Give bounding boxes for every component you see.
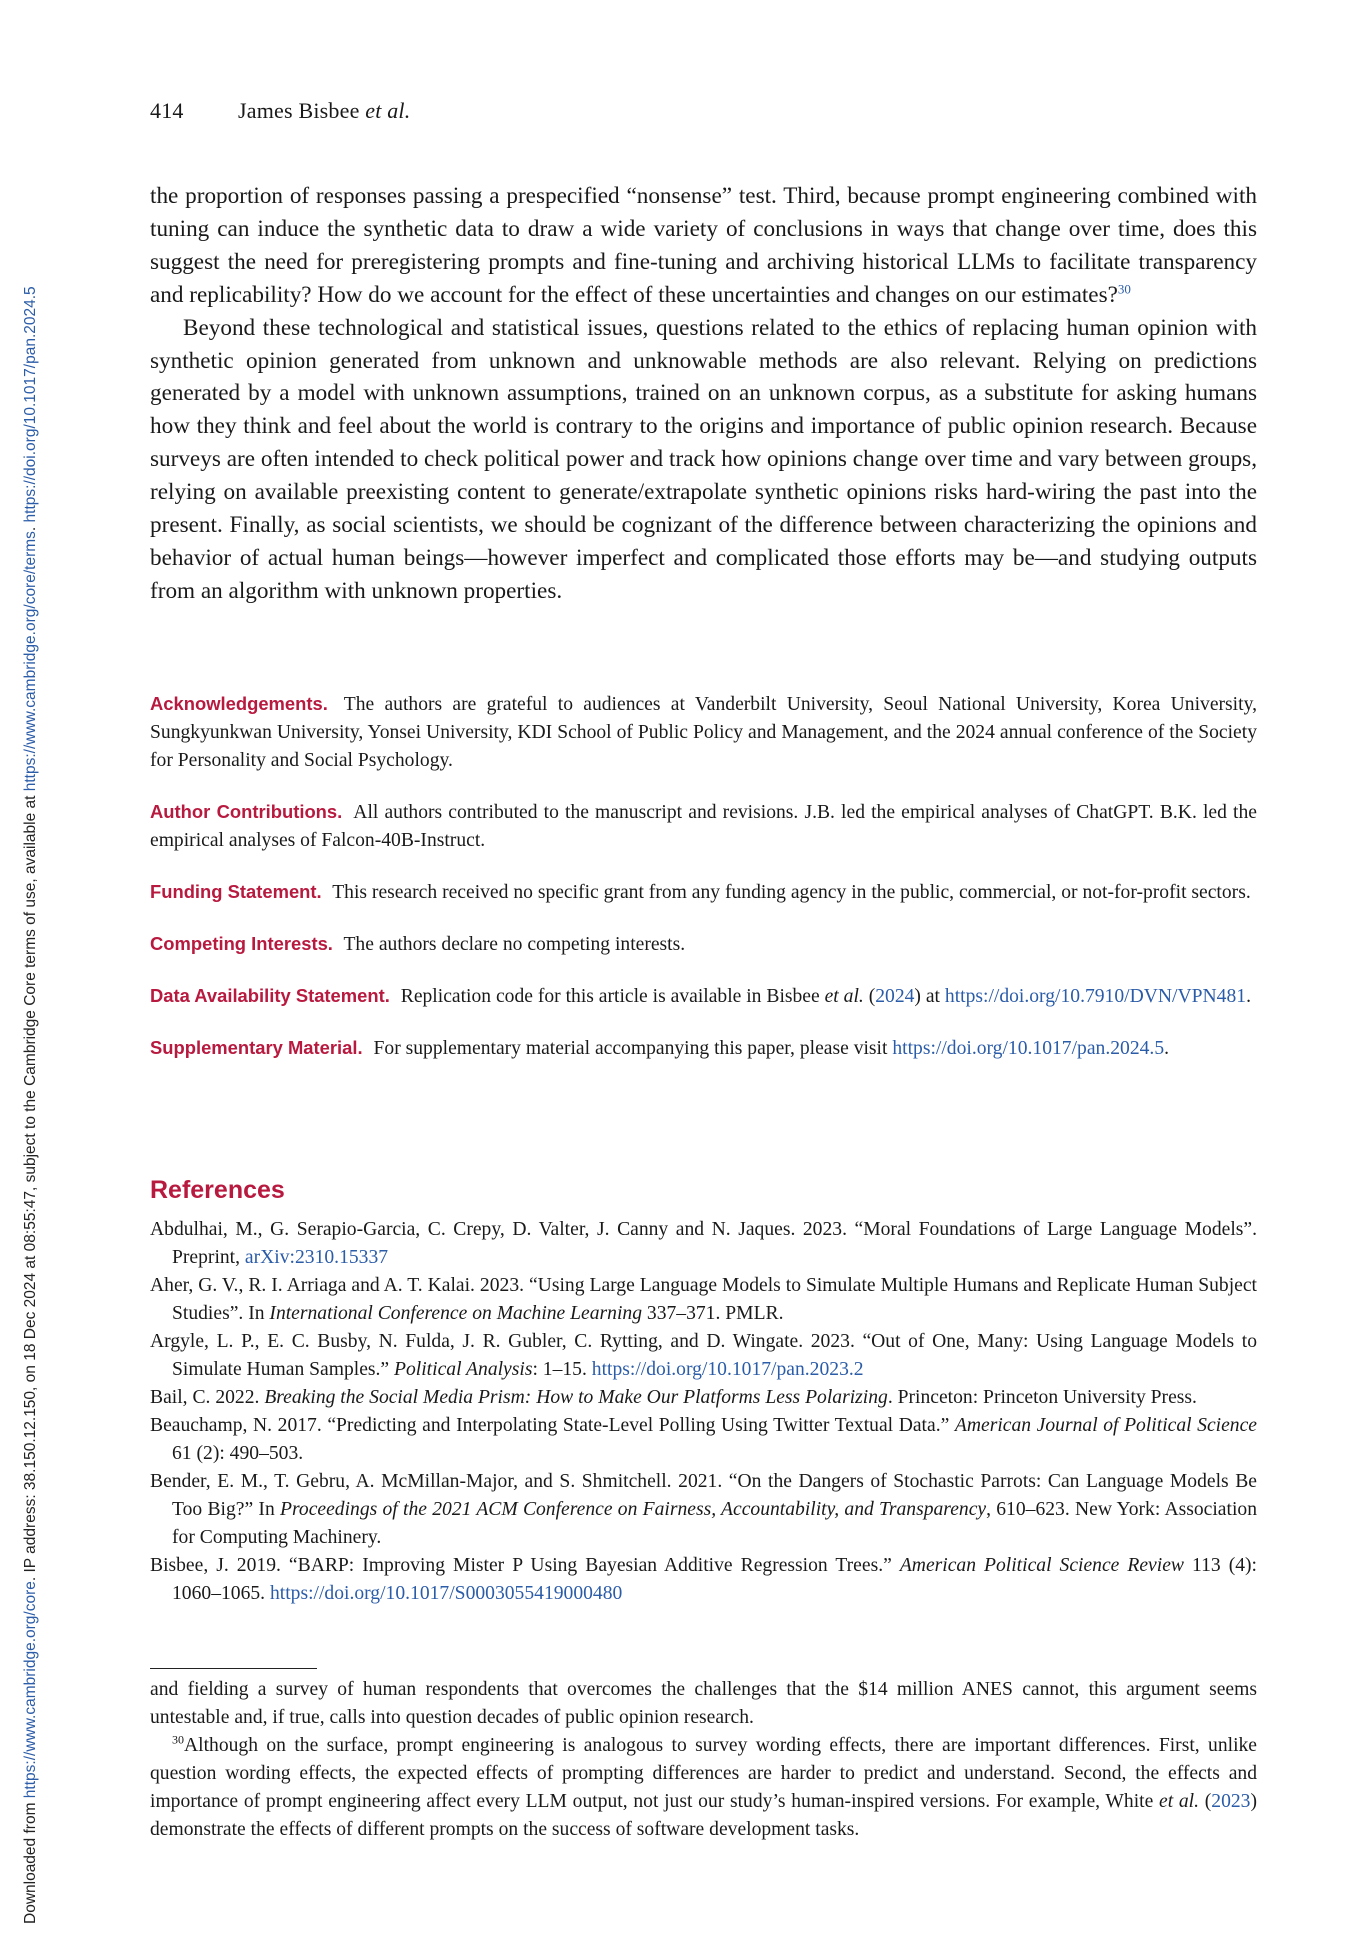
reference-text: Bender, E. M., T. Gebru, A. McMillan-Major, and S. Shmitchell. 2021. “On the Dangers of Stochastic Parrots: Can Language Models Be Too Big?” In xyxy=(150,1471,1257,1520)
doi-link-side[interactable]: https://doi.org/10.1017/pan.2024.5 xyxy=(22,286,39,523)
competing-text: The authors declare no competing interests. xyxy=(343,934,686,955)
reference-text: 61 (2): 490–503. xyxy=(172,1443,304,1464)
contributions-text: All authors contributed to the manuscript and revisions. J.B. led the empirical analyses of ChatGPT. B.K. led the empirical analyses of Falcon-40B-Instruct. xyxy=(150,802,1257,851)
supplementary-material xyxy=(150,1034,1257,1063)
competing-interests xyxy=(150,930,1257,959)
supplementary-doi-link[interactable]: https://doi.org/10.1017/pan.2024.5 xyxy=(892,1038,1165,1059)
running-authors: James Bisbee xyxy=(238,98,366,123)
acknowledgements-text: The authors are grateful to audiences at Vanderbilt University, Seoul National University, Korea University, Sungkyunkwan University, Yonsei University, KDI School of Public Policy and Management, and the 2024 annual conference of the Society for Personality and Social Psychology. xyxy=(150,694,1257,771)
page-number: 414 xyxy=(150,98,184,123)
supplementary-end: . xyxy=(1164,1038,1170,1059)
competing-heading: Competing Interests. xyxy=(150,933,333,954)
data-et-al: et al. xyxy=(824,986,864,1007)
reference-item xyxy=(150,1412,1257,1468)
replication-doi-link[interactable]: https://doi.org/10.7910/DVN/VPN481 xyxy=(944,986,1247,1007)
reference-text: 337–371. PMLR. xyxy=(642,1303,784,1324)
cambridge-core-link[interactable]: https://www.cambridge.org/core xyxy=(22,1581,39,1799)
footnote-30 xyxy=(150,1732,1257,1844)
running-head xyxy=(150,98,410,124)
funding-statement xyxy=(150,878,1257,907)
reference-text: Bisbee, J. 2019. “BARP: Improving Mister P Using Bayesian Additive Regression Trees.” xyxy=(150,1555,900,1576)
citation-link-2023[interactable]: 2023 xyxy=(1211,1791,1251,1812)
reference-item xyxy=(150,1552,1257,1608)
download-middle: . IP address: 38.150.12.150, on 18 Dec 2024 at 08:55:47, subject to the Cambridge Core terms of use, available at xyxy=(22,791,39,1582)
reference-venue: American Journal of Political Science xyxy=(954,1415,1257,1436)
data-text-1: Replication code for this article is available in Bisbee xyxy=(400,986,825,1007)
references-heading: References xyxy=(150,1176,285,1204)
reference-item xyxy=(150,1468,1257,1552)
download-notice xyxy=(22,24,40,1924)
supplementary-text: For supplementary material accompanying this paper, please visit xyxy=(373,1038,893,1059)
reference-text: : 1–15. xyxy=(532,1359,592,1380)
reference-item xyxy=(150,1384,1257,1412)
reference-text: Bail, C. 2022. xyxy=(150,1387,265,1408)
reference-text: 113 (4): 1060–1065. xyxy=(172,1555,1257,1604)
reference-text: . Princeton: Princeton University Press. xyxy=(887,1387,1197,1408)
funding-heading: Funding Statement. xyxy=(150,881,322,902)
download-sep: . xyxy=(22,522,39,532)
footnotes xyxy=(150,1676,1257,1844)
terms-link[interactable]: https://www.cambridge.org/core/terms xyxy=(22,531,39,792)
data-availability-heading: Data Availability Statement. xyxy=(150,985,390,1006)
reference-item xyxy=(150,1216,1257,1272)
reference-item xyxy=(150,1272,1257,1328)
paragraph xyxy=(150,180,1257,312)
arxiv-link[interactable]: arXiv:2310.15337 xyxy=(244,1247,389,1268)
footnote-continuation: and fielding a survey of human respondents that overcomes the challenges that the $14 million ANES cannot, this argument seems untestable and, if true, calls into question decades of public opinion research. xyxy=(150,1679,1257,1728)
reference-venue: American Political Science Review xyxy=(899,1555,1184,1576)
reference-text: , 610–623. New York: Association for Computing Machinery. xyxy=(172,1499,1257,1548)
reference-text: Abdulhai, M., G. Serapio-Garcia, C. Crepy, D. Valter, J. Canny and N. Jaques. 2023. “Moral Foundations of Large Language Models”. Preprint, xyxy=(150,1219,1257,1268)
reference-text: Beauchamp, N. 2017. “Predicting and Interpolating State-Level Polling Using Twitter Textual Data.” xyxy=(150,1415,955,1436)
running-et-al: et al. xyxy=(365,98,411,123)
reference-venue: Breaking the Social Media Prism: How to Make Our Platforms Less Polarizing xyxy=(264,1387,888,1408)
reference-text: Argyle, L. P., E. C. Busby, N. Fulda, J. R. Gubler, C. Rytting, and D. Wingate. 2023. “Out of One, Many: Using Language Models to Simulate Human Samples.” xyxy=(150,1331,1257,1380)
reference-venue: Political Analysis xyxy=(394,1359,533,1380)
footnote-et-al: et al. xyxy=(1159,1791,1200,1812)
supplementary-heading: Supplementary Material. xyxy=(150,1037,363,1058)
reference-venue: Proceedings of the 2021 ACM Conference on Fairness, Accountability, and Transparency xyxy=(280,1499,987,1520)
author-contributions xyxy=(150,798,1257,855)
citation-link-2024[interactable]: 2024 xyxy=(875,986,915,1007)
data-end: . xyxy=(1246,986,1251,1007)
paragraph-1-text: the proportion of responses passing a prespecified “nonsense” test. Third, because prompt engineering combined with tuning can induce the synthetic data to draw a wide variety of conclusions in ways that change over time, does this suggest the need for preregistering prompts and fine-tuning and archiving historical LLMs to facilitate transparency and replicability? How do we account for the effect of these uncertainties and changes on our estimates? xyxy=(150,183,1257,308)
reference-text: Aher, G. V., R. I. Arriaga and A. T. Kalai. 2023. “Using Large Language Models to Simulate Multiple Humans and Replicate Human Subject Studies”. In xyxy=(150,1275,1257,1324)
reference-doi-link[interactable]: https://doi.org/10.1017/pan.2023.2 xyxy=(591,1359,864,1380)
reference-doi-link[interactable]: https://doi.org/10.1017/S0003055419000480 xyxy=(269,1583,623,1604)
data-text-2: ) at xyxy=(914,986,945,1007)
paragraph-2-text: Beyond these technological and statistical issues, questions related to the ethics of replacing human opinion with synthetic opinion generated from unknown and unknowable methods are also relevant. Relying on predictions generated by a model with unknown assumptions, trained on an unknown corpus, as a substitute for asking humans how they think and feel about the world is contrary to the origins and importance of public opinion research. Because surveys are often intended to check political power and track how opinions change over time and vary between groups, relying on available preexisting content to generate/extrapolate synthetic opinions risks hard-wiring the past into the present. Finally, as social scientists, we should be cognizant of the difference between characterizing the opinions and behavior of actual human beings—however imperfect and complicated those efforts may be—and studying outputs from an algorithm with unknown properties. xyxy=(150,314,1257,604)
acknowledgements-heading: Acknowledgements. xyxy=(150,693,328,714)
acknowledgements xyxy=(150,690,1257,775)
footnote-ref-30[interactable]: 30 xyxy=(1117,280,1131,296)
footnote-30-text: Although on the surface, prompt engineering is analogous to survey wording effects, there are important differences. First, unlike question wording effects, the expected effects of prompting differences are harder to predict and understand. Second, the effects and importance of prompt engineering affect every LLM output, not just our study’s human-inspired versions. For example, White xyxy=(150,1735,1257,1812)
back-matter-statements xyxy=(150,690,1257,1086)
footnote-30-number: 30 xyxy=(172,1732,184,1747)
footnote-paren: ( xyxy=(1199,1791,1212,1812)
main-text xyxy=(150,180,1257,608)
data-availability xyxy=(150,982,1257,1011)
reference-venue: International Conference on Machine Learning xyxy=(269,1303,642,1324)
download-prefix: Downloaded from xyxy=(22,1798,39,1924)
funding-text: This research received no specific grant from any funding agency in the public, commercial, or not-for-profit sectors. xyxy=(332,882,1251,903)
footnote-divider xyxy=(150,1668,317,1669)
contributions-heading: Author Contributions. xyxy=(150,801,343,822)
reference-item xyxy=(150,1328,1257,1384)
data-paren: ( xyxy=(863,986,876,1007)
footnote-30-text-end: ) demonstrate the effects of different prompts on the success of software development tasks. xyxy=(150,1791,1257,1840)
references-list xyxy=(150,1216,1257,1608)
